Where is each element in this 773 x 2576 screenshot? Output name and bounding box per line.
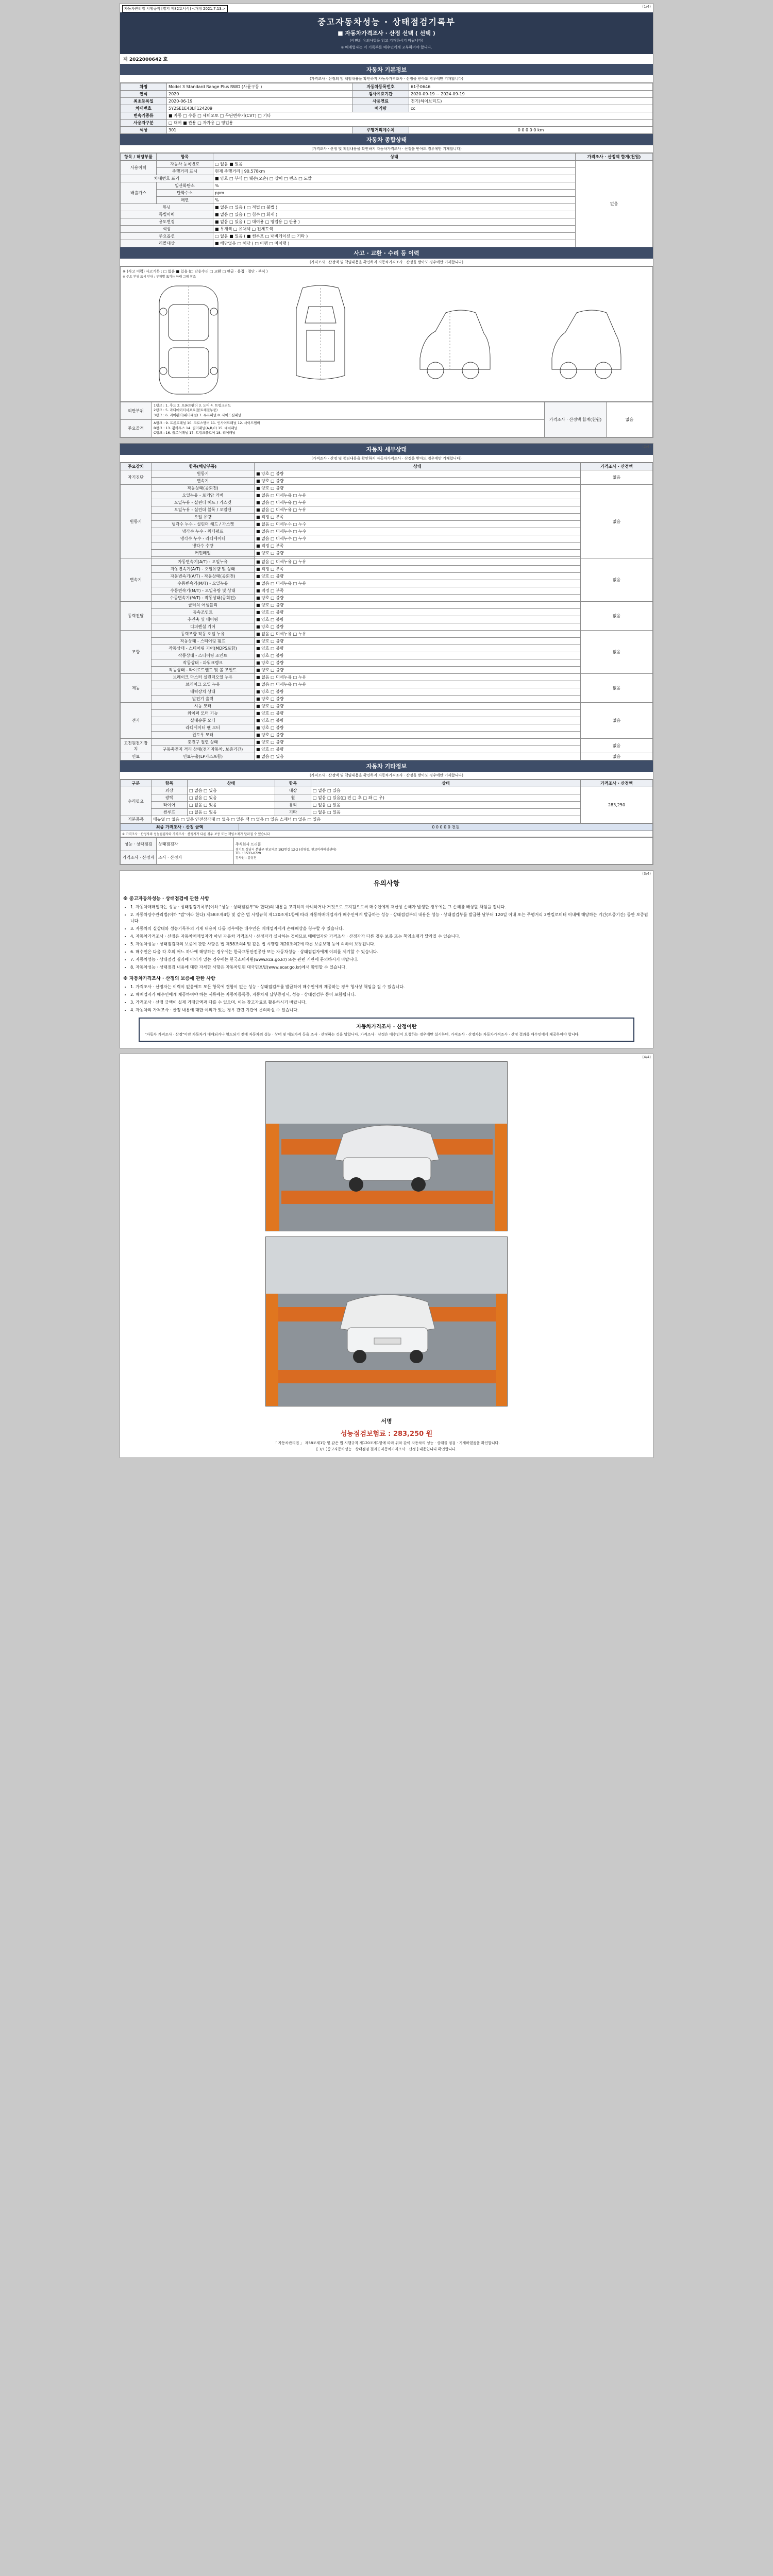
label-odometer: 주행거리계수치 — [352, 126, 409, 133]
detail-item-6-0: 시동 모터 — [152, 703, 255, 710]
detail-state-4-1: ■ 양호 □ 불량 — [255, 638, 581, 645]
page-mark-3: (3/4) — [642, 872, 651, 876]
legend-outer-label: 외판부위 — [121, 402, 152, 419]
detail-col-price: 가격조사 · 산정액 — [581, 463, 653, 470]
notice-item-5: • 5. 자동차성능 · 상태점검자의 보증에 관한 사항은 법 제58조의4 및 같은 법 시행령 제20조의2에 따른 보증보험 등에 의하여 보장됩니다. — [130, 941, 650, 947]
detail-item-1-3: 오일누유 - 실린더 블록 / 오일팬 — [152, 506, 255, 514]
detail-state-3-1: ■ 양호 □ 불량 — [255, 609, 581, 616]
detail-item-1-5: 냉각수 누수 - 실린더 헤드 / 가스켓 — [152, 521, 255, 528]
other-basic-row: 매뉴얼 □ 없음 □ 있음 안전삼각대 □ 없음 □ 있음 잭 □ 없음 □ 있음 스패너 □ 없음 □ 있음 — [152, 816, 581, 823]
doc-no-suffix: 호 — [163, 57, 168, 62]
detail-state-0-0: ■ 양호 □ 불량 — [255, 470, 581, 478]
value-car-name: Model 3 Standard Range Plus RWD (사륜구동 ) — [167, 83, 352, 90]
item-smoke: 매연 — [157, 196, 213, 204]
detail-item-8-0: 연료누출(LP가스포함) — [152, 753, 255, 760]
detail-state-5-1: ■ 없음 □ 미세누유 □ 누유 — [255, 681, 581, 688]
detail-item-7-0: 충전구 절연 상태 — [152, 739, 255, 746]
detail-item-3-2: 추진축 및 베어링 — [152, 616, 255, 623]
definition-box-text: "자동차 가격조사 · 산정"이란 자동차가 매매되거나 양도되기 전에 자동차의 성능 · 상태 및 매도가격 등을 조사 · 산정하는 것을 말합니다. 가격조사 · 산정은 매수인이 요청하는 경우에만 실시하며, 가격조사 · 산정자는 자동차가격조사 · 산정 결과를 매수인에게 제공하여야 합니다. — [145, 1032, 580, 1037]
notice-item-7: • 7. 자동차성능 · 상태점검 결과에 이의가 있는 경우에는 한국소비자원(www.kca.go.kr) 또는 관련 기관에 문의하시기 바랍니다. — [130, 957, 650, 963]
value-first-registration: 2020-06-19 — [167, 97, 352, 105]
final-price-value: 0 0 0 0 0 천원 — [239, 824, 653, 831]
item-co: 일산화탄소 — [157, 182, 213, 189]
section-basic-info-sub: (가격조사 · 산정의 및 책임내용을 확인하지 자동차가격조사 · 산정을 받아도 경우에만 기재합니다) — [120, 75, 653, 83]
detail-item-1-1: 오일누유 - 로커암 커버 — [152, 492, 255, 499]
photo-rear-illustration — [266, 1237, 508, 1406]
detail-item-4-5: 작동상태 - 타이로드엔드 및 볼 조인트 — [152, 667, 255, 674]
grp-color: 색상 — [121, 225, 213, 232]
detail-item-2-0: 자동변속기(A/T) - 오일누유 — [152, 558, 255, 566]
sig-value-perf: 상태점검자 — [157, 838, 234, 851]
notice-item-2: • 2. 자동차양수관리법(이하 "법"이라 한다) 제58조제4항 및 같은 법 시행규칙 제120조제1항에 따라 자동차매매업자가 매수인에게 발급하는 성능 · 상태점검부의 내용은 성능 · 상태점검부를 발급한 날부터 120일 이내 또는 주행거리 2만킬로미터 이내에 해당하는 기간(보증기간) 동안 보증됩니다. — [130, 912, 650, 924]
other-item-glass: 유리 — [275, 802, 311, 809]
detail-item-6-1: 와이퍼 모터 기능 — [152, 710, 255, 717]
detail-state-2-3: ■ 없음 □ 미세누유 □ 누유 — [255, 580, 581, 587]
detail-state-1-1: ■ 없음 □ 미세누유 □ 누유 — [255, 492, 581, 499]
detail-state-1-2: ■ 없음 □ 미세누유 □ 누유 — [255, 499, 581, 506]
legend-outer-row-1: 1랭크 : 1. 후드 2. 프론트휀더 3. 도어 4. 트렁크리드 — [154, 403, 231, 408]
legend-frame-rows — [152, 419, 545, 437]
detail-item-4-2: 작동상태 - 스티어링 기어(MDPS포함) — [152, 645, 255, 652]
label-displacement: 배기량 — [352, 105, 409, 112]
detail-state-2-0: ■ 없음 □ 미세누유 □ 누유 — [255, 558, 581, 566]
detail-state-6-2: ■ 양호 □ 불량 — [255, 717, 581, 724]
detail-group-2: 변속기 — [121, 558, 152, 602]
detail-item-1-0: 작동상태(공회전) — [152, 485, 255, 492]
detail-item-2-4: 수동변속기(M/T) - 오일유량 및 상태 — [152, 587, 255, 595]
photo-front-illustration — [266, 1062, 508, 1231]
state-hc: ppm — [213, 189, 576, 196]
value-fuel: 전기(하이브리드) — [409, 97, 653, 105]
detail-price-3: 없음 — [581, 602, 653, 631]
detail-item-2-1: 자동변속기(A/T) - 오일유량 및 상태 — [152, 566, 255, 573]
notice2-item-4: • 4. 자동차의 가격조사 · 산정 내용에 대한 이의가 있는 경우 관련 기관에 문의하실 수 있습니다. — [130, 1007, 650, 1013]
notice-title: 유의사항 — [373, 880, 400, 888]
document-subtitle: ■ 자동차가격조사 · 산정 선택 ( 선택 ) — [338, 30, 435, 37]
state-smoke: % — [213, 196, 576, 204]
signature-label: 서명 — [381, 1418, 392, 1425]
insurance-price-label: 성능점검보험료 : — [340, 1430, 391, 1438]
label-first-registration: 최초등록일 — [121, 97, 167, 105]
detail-state-4-5: ■ 양호 □ 불량 — [255, 667, 581, 674]
detail-state-2-2: ■ 양호 □ 불량 — [255, 573, 581, 580]
detail-price-4: 없음 — [581, 631, 653, 674]
final-price-note: ※ 가격조사 · 산정자의 성능점검자와 가격조사 · 산정자가 다른 경우 보증 또는 책임소재가 달라질 수 있습니다 — [121, 831, 653, 837]
detail-item-2-2: 자동변속기(A/T) - 작동상태(공회전) — [152, 573, 255, 580]
notice-list-1 — [130, 904, 650, 971]
section-accident-bar: 사고 · 교환 · 수리 등 이력 — [120, 247, 653, 259]
legend-outer-row-2: 2랭크 : 5. 라디에이터서포트(볼트체결부품) — [154, 408, 218, 413]
car-side-right-diagram — [414, 281, 491, 399]
detail-item-1-8: 냉각수 수량 — [152, 543, 255, 550]
detail-item-5-3: 발전기 출력 — [152, 696, 255, 703]
item-hc: 탄화수소 — [157, 189, 213, 196]
detail-state-table — [120, 463, 653, 760]
label-transmission: 변속기종류 — [121, 112, 167, 119]
detail-price-7: 없음 — [581, 739, 653, 753]
other-state-sunroof: □ 없음 □ 있음 — [188, 809, 275, 816]
detail-state-3-0: ■ 양호 □ 불량 — [255, 602, 581, 609]
other-col-item: 항목 — [152, 780, 188, 787]
company-tel: TEL : 1533-0729 — [236, 852, 261, 856]
legend-frame-row-2: B랭크 : 13. 휠하우스 14. 필러패널(A,B,C) 15. 대쉬패널 — [154, 426, 238, 430]
accident-line-2: ※ 주요 부위 표시 안내 : 부위별 표기는 아래 그림 참조 — [123, 275, 196, 279]
detail-group-6: 전기 — [121, 703, 152, 739]
detail-item-1-7: 냉각수 누수 - 라디에이터 — [152, 535, 255, 543]
notice-h2: ※ 자동차가격조사 · 산정의 보증에 관한 사항 — [123, 976, 215, 982]
detail-item-6-2: 실내송풍 모터 — [152, 717, 255, 724]
page-mark-1: (1/4) — [642, 5, 651, 9]
other-item-etc: 기타 — [275, 809, 311, 816]
detail-item-1-9: 커먼레일 — [152, 550, 255, 557]
state-usage-change: ■ 없음 □ 있음 ( □ 대여용 □ 영업용 □ 관용 ) — [213, 218, 576, 225]
notice2-item-3: • 3. 가격조사 · 산정 금액이 실제 거래금액과 다를 수 있으며, 이는 참고자료로 활용하시기 바랍니다. — [130, 999, 650, 1006]
grp-vin-mark: 차대번호 표기 — [121, 175, 213, 182]
detail-item-3-1: 등속조인트 — [152, 609, 255, 616]
value-odometer: 0 0 0 0 0 km — [409, 126, 653, 133]
section-accident-sub: (가격조사 · 산정액 및 책임내용을 확인하지 자동차가격조사 · 산정을 받아도 경우에만 기재합니다) — [120, 259, 653, 266]
company-address: 경기도 성남시 분당구 판교역로 192번길 12-2 (삼평동, 판교미래에셋센터) — [236, 848, 337, 852]
doc-no-value: 2022000642 — [129, 57, 162, 62]
notice-block — [120, 871, 653, 1048]
detail-item-1-6: 냉각수 누수 - 워터펌프 — [152, 528, 255, 535]
grp-options: 주요옵션 — [121, 232, 213, 240]
value-year: 2020 — [167, 90, 352, 97]
notice2-item-2: • 2. 매매업자가 매수인에게 제공하여야 하는 서류에는 자동차등록증, 자동차세 납부증명서, 성능 · 상태점검부 등이 포함됩니다. — [130, 992, 650, 998]
legend-frame-row-1: A랭크 : 9. 프론트패널 10. 크로스멤버 11. 인사이드패널 12. 사이드멤버 — [154, 420, 260, 425]
definition-box-title: 자동차가격조사 · 산정이란 — [356, 1024, 417, 1030]
accident-line-1: ※ (사고 이력) 사고기록 : □ 없음 ■ 있음 (□ 단순수리 □ 교환 □ 판금 · 용접 · 절단 · 부식 ) — [123, 269, 268, 274]
insurance-price-row — [120, 1426, 653, 1440]
detail-item-5-2: 배력장치 상태 — [152, 688, 255, 696]
detail-state-4-3: ■ 양호 □ 불량 — [255, 652, 581, 659]
state-mileage-display — [213, 167, 576, 175]
detail-item-1-2: 오일누유 - 실린더 헤드 / 가스켓 — [152, 499, 255, 506]
detail-group-0: 자기진단 — [121, 470, 152, 485]
car-side-rear-diagram — [546, 281, 623, 399]
doc-no-label: 제 — [123, 57, 128, 62]
legend-frame-row-3: C랭크 : 16. 플로어패널 17. 트렁크플로어 18. 리어패널 — [154, 431, 236, 435]
legend-price-label: 가격조사 · 산정액 합계(천원) — [545, 402, 607, 437]
header-note-2: ※ 매매업자는 이 기록부를 매수인에게 교부하여야 합니다. — [341, 45, 432, 49]
detail-item-0-1: 변속기 — [152, 478, 255, 485]
page-1 — [120, 3, 653, 438]
detail-item-6-3: 라디에이터 팬 모터 — [152, 724, 255, 732]
legend-price-value: 없음 — [607, 402, 653, 437]
inspection-photo-front — [265, 1061, 508, 1231]
insurance-price-value: 283,250 — [393, 1430, 424, 1438]
basic-info-table — [120, 83, 653, 134]
other-col-state2: 상태 — [311, 780, 581, 787]
section-detail-sub: (가격조사 · 산정 및 책임내용을 확인하지 자동차가격조사 · 산정을 받아도 경우에만 기재합니다) — [120, 455, 653, 463]
other-state-tire: □ 없음 □ 있음 — [188, 802, 275, 809]
item-reg-number: 자동차 등록번호 — [157, 160, 213, 167]
other-state-interior: □ 없음 □ 있음 — [311, 787, 581, 794]
header-note-1: (이면의 유의사항을 읽고 기재하시기 바랍니다) — [349, 39, 424, 43]
detail-state-1-3: ■ 없음 □ 미세누유 □ 누유 — [255, 506, 581, 514]
detail-item-4-3: 작동상태 - 스티어링 조인트 — [152, 652, 255, 659]
notice-list-2 — [130, 984, 650, 1013]
other-state-polish: □ 없음 □ 있음 — [188, 794, 275, 802]
detail-col-group: 주요장치 — [121, 463, 152, 470]
detail-state-5-0: ■ 없음 □ 미세누유 □ 누유 — [255, 674, 581, 681]
overall-price: 없음 — [576, 160, 653, 247]
page-mark-4: (4/4) — [642, 1055, 651, 1060]
detail-col-item: 항목(해당부품) — [152, 463, 255, 470]
state-co: % — [213, 182, 576, 189]
detail-state-2-4: ■ 적정 □ 부족 — [255, 587, 581, 595]
rank-legend-table — [120, 402, 653, 438]
detail-price-6: 없음 — [581, 703, 653, 739]
document-title: 중고자동차성능 · 상태점검기록부 — [317, 17, 456, 27]
other-info-table — [120, 779, 653, 823]
grp-recall: 리콜대상 — [121, 240, 213, 247]
grp-usage-history: 사용이력 — [121, 160, 157, 175]
state-recall: ■ 해당없음 □ 해당 ( □ 이행 □ 미이행 ) — [213, 240, 576, 247]
notice-h1: ※ 중고자동차성능 · 상태점검에 관한 사항 — [123, 896, 209, 902]
detail-state-6-1: ■ 양호 □ 불량 — [255, 710, 581, 717]
detail-item-4-4: 작동상태 - 파워크랭크 — [152, 659, 255, 667]
state-reg-number: □ 없음 ■ 있음 — [213, 160, 576, 167]
page-mark-2: (2/4) — [642, 445, 651, 449]
detail-item-3-0: 클러치 어셈블리 — [152, 602, 255, 609]
detail-group-1: 원동기 — [121, 485, 152, 558]
other-item-interior: 내장 — [275, 787, 311, 794]
other-state-wheel: □ 없음 □ 있음(□ 전 □ 후 □ 좌 □ 우) — [311, 794, 581, 802]
section-other-bar: 자동차 기타정보 — [120, 760, 653, 772]
col-state: 상태 — [213, 153, 576, 160]
detail-item-0-0: 원동기 — [152, 470, 255, 478]
detail-state-1-0: ■ 양호 □ 불량 — [255, 485, 581, 492]
sig-label-perf: 성능 · 상태점검 — [121, 838, 157, 851]
car-diagram-row — [123, 279, 650, 399]
other-group-basic: 기본품목 — [121, 816, 152, 823]
state-special-history: ■ 없음 □ 있음 ( □ 침수 □ 화재 ) — [213, 211, 576, 218]
grp-tuning: 튜닝 — [121, 204, 213, 211]
grp-emissions: 배출가스 — [121, 182, 157, 204]
label-plate-no: 자동차등록번호 — [352, 83, 409, 90]
state-tuning: ■ 없음 □ 있음 ( □ 적법 □ 불법 ) — [213, 204, 576, 211]
label-color: 색상 — [121, 126, 167, 133]
detail-group-8: 연료 — [121, 753, 152, 760]
detail-state-6-0: ■ 양호 □ 불량 — [255, 703, 581, 710]
other-item-wheel: 휠 — [275, 794, 311, 802]
detail-price-2: 없음 — [581, 558, 653, 602]
mileage-note: 현재 주행거리 | 90,578km — [215, 168, 265, 174]
detail-item-6-4: 윈도우 모터 — [152, 732, 255, 739]
other-col-price: 가격조사 · 산정액 — [581, 780, 653, 787]
detail-state-5-3: ■ 양호 □ 불량 — [255, 696, 581, 703]
car-top-diagram — [282, 281, 359, 399]
company-inspector: 검사원 : 김성진 — [236, 856, 257, 860]
value-color: 301 — [167, 126, 352, 133]
legend-frame-label: 주요골격 — [121, 419, 152, 437]
notice-item-6: • 6. 매수인은 다음 각 호의 어느 하나에 해당하는 경우에는 한국교통안전공단 또는 자동차성능 · 상태점검자에게 이의를 제기할 수 있습니다. — [130, 949, 650, 955]
detail-state-8-0: ■ 없음 □ 있음 — [255, 753, 581, 760]
car-side-left-diagram — [150, 281, 227, 399]
detail-state-7-1: ■ 양호 □ 불량 — [255, 746, 581, 753]
detail-state-4-2: ■ 양호 □ 불량 — [255, 645, 581, 652]
detail-state-1-9: ■ 양호 □ 불량 — [255, 550, 581, 557]
detail-item-4-1: 작동상태 - 스티어링 펌프 — [152, 638, 255, 645]
sig-label-price: 가격조사 · 산정자 — [121, 851, 157, 865]
footer-note-1: 「 자동차관리법 」 제58조제1항 및 같은 법 시행규칙 제120조제1항에 따라 위와 같이 자동차의 성능 · 상태를 점검 · 기재하였음을 확인합니다. — [273, 1441, 500, 1446]
other-state-exterior: □ 없음 □ 있음 — [188, 787, 275, 794]
signature-table — [120, 837, 653, 865]
sig-value-price: 조사 · 산정자 — [157, 851, 234, 865]
section-overall-bar: 자동차 종합상태 — [120, 134, 653, 145]
detail-state-1-7: ■ 없음 □ 미세누수 □ 누수 — [255, 535, 581, 543]
other-item-tire: 타이어 — [152, 802, 188, 809]
section-detail-bar: 자동차 세부상태 — [120, 444, 653, 455]
detail-state-6-3: ■ 양호 □ 불량 — [255, 724, 581, 732]
detail-state-1-8: ■ 적정 □ 부족 — [255, 543, 581, 550]
detail-item-2-5: 수동변속기(M/T) - 작동상태(공회전) — [152, 595, 255, 602]
detail-price-5: 없음 — [581, 674, 653, 703]
detail-state-1-4: ■ 적정 □ 부족 — [255, 514, 581, 521]
other-group-repair: 수리필요 — [121, 787, 152, 816]
other-state-glass: □ 없음 □ 있음 — [311, 802, 581, 809]
section-overall-sub: (가격조사 · 산정 및 책임내용을 확인하지 자동차가격조사 · 산정을 받아도 경우에만 기재합니다) — [120, 145, 653, 153]
detail-price-8: 없음 — [581, 753, 653, 760]
label-car-name: 차명 — [121, 83, 167, 90]
detail-state-3-3: ■ 양호 □ 불량 — [255, 623, 581, 631]
notice-item-4: • 4. 자동차가격조사 · 산정은 자동차매매업자가 아닌 자동차 가격조사 · 산정자가 실시하는 것이므로 매매업자와 가격조사 · 산정자가 다른 경우 보증 또는 책임소재가 달라질 수 있습니다. — [130, 934, 650, 940]
final-price-table — [120, 823, 653, 837]
state-vin-mark: ■ 양호 □ 부식 □ 훼손(오손) □ 상이 □ 변조 □ 도말 — [213, 175, 576, 182]
detail-state-5-2: ■ 양호 □ 불량 — [255, 688, 581, 696]
value-inspection-period: 2020-09-19 ~ 2024-09-19 — [409, 90, 653, 97]
overall-state-table — [120, 153, 653, 247]
company-block — [234, 838, 653, 865]
document-header — [120, 12, 653, 54]
other-state-etc: □ 없음 □ 있음 — [311, 809, 581, 816]
inspection-photo-rear — [265, 1236, 508, 1406]
col-item: 항목 — [157, 153, 213, 160]
page-2 — [120, 443, 653, 865]
detail-state-4-0: ■ 없음 □ 미세누유 □ 누유 — [255, 631, 581, 638]
label-usage: 사용자구분 — [121, 119, 167, 126]
page-4 — [120, 1054, 653, 1458]
detail-item-4-0: 동력조향 작동 오일 누유 — [152, 631, 255, 638]
value-plate-no: 61주0646 — [409, 83, 653, 90]
legend-outer-rows — [152, 402, 545, 419]
insurance-price-unit: 원 — [426, 1430, 433, 1438]
company-name: 주식회사 프리플 — [236, 842, 261, 847]
label-vin: 차대번호 — [121, 105, 167, 112]
grp-usage-change: 용도변경 — [121, 218, 213, 225]
detail-group-5: 제동 — [121, 674, 152, 703]
notice-item-1: • 1. 자동차매매업자는 성능 · 상태점검기록부(이하 "성능 · 상태점검부"라 한다)의 내용을 고지하지 아니하거나 거짓으로 고지될으로써 매수인에게 재산상 손해가 발생한 경우에는 그 손해를 배상할 책임을 집니다. — [130, 904, 650, 910]
col-group: 항목 / 해당부품 — [121, 153, 157, 160]
definition-box — [139, 1018, 634, 1042]
detail-state-3-2: ■ 양호 □ 불량 — [255, 616, 581, 623]
document-number-row — [120, 54, 653, 64]
detail-item-5-1: 브레이크 오일 누유 — [152, 681, 255, 688]
detail-group-3: 동력전달 — [121, 602, 152, 631]
notice-item-3: • 3. 자동차의 실상태와 성능기록부의 기재 내용이 다를 경우에는 매수인은 매매업자에게 손해배상을 청구할 수 있습니다. — [130, 926, 650, 932]
detail-item-1-4: 오일 유량 — [152, 514, 255, 521]
detail-group-4: 조향 — [121, 631, 152, 674]
item-mileage-display: 주행거리 표시 — [157, 167, 213, 175]
detail-price-0: 없음 — [581, 470, 653, 485]
notice-item-8: • 8. 자동차성능 · 상태점검 내용에 대한 자세한 사항은 자동차민원 대국민포털(www.ecar.go.kr)에서 확인할 수 있습니다. — [130, 964, 650, 971]
detail-state-7-0: ■ 양호 □ 불량 — [255, 739, 581, 746]
other-price: 283,250 — [581, 787, 653, 823]
other-item-sunroof: 썬루프 — [152, 809, 188, 816]
detail-state-1-5: ■ 없음 □ 미세누수 □ 누수 — [255, 521, 581, 528]
label-fuel: 사용연료 — [352, 97, 409, 105]
final-price-label: 최종 가격조사 · 산정 금액 — [121, 824, 239, 831]
photo-section — [120, 1054, 653, 1414]
detail-price-1: 없음 — [581, 485, 653, 558]
detail-item-2-3: 수동변속기(M/T) - 오일누유 — [152, 580, 255, 587]
other-col-item2: 항목 — [275, 780, 311, 787]
section-other-sub: (가격조사 · 산정액 및 책임내용을 확인하지 자동차가격조사 · 산정을 받아도 경우에만 기재합니다) — [120, 772, 653, 779]
detail-group-7: 고전원전기장치 — [121, 739, 152, 753]
grp-special-history: 특별이력 — [121, 211, 213, 218]
section-basic-info-bar: 자동차 기본정보 — [120, 64, 653, 75]
detail-col-state: 상태 — [255, 463, 581, 470]
other-item-polish: 광택 — [152, 794, 188, 802]
detail-item-7-1: 구동축전지 격리 상태(전기자동차, 보증기간) — [152, 746, 255, 753]
detail-item-5-0: 브레이크 마스터 실린더오일 누유 — [152, 674, 255, 681]
other-item-exterior: 외장 — [152, 787, 188, 794]
footer-note-2: [ 1/1 ]중고자동차성능 · 상태점검 결과 [ 자동차가격조사 · 산정 ] 내용입니다 확인합니다. — [316, 1447, 457, 1452]
detail-state-1-6: ■ 없음 □ 미세누수 □ 누수 — [255, 528, 581, 535]
value-displacement: cc — [409, 105, 653, 112]
detail-state-2-1: ■ 적정 □ 부족 — [255, 566, 581, 573]
label-year: 연식 — [121, 90, 167, 97]
detail-state-6-4: ■ 양호 □ 불량 — [255, 732, 581, 739]
value-vin: 5Y2SE1E43LF124209 — [167, 105, 352, 112]
value-usage: □ 대여 ■ 관용 □ 자가용 □ 영업용 — [167, 119, 653, 126]
accident-diagram-block — [120, 266, 653, 402]
form-legal-note: 자동차관리법 시행규칙 [별지 제82호서식] <개정 2021.7.13.> — [122, 5, 228, 12]
notice2-item-1: • 1. 가격조사 · 산정자는 이력이 없음에도 모든 항목에 결함이 없는 성능 · 상태점검부를 발급하여 매수인에게 제공하는 경우 형사상 책임을 질 수 있습니다. — [130, 984, 650, 990]
value-transmission: ■ 자동 □ 수동 □ 세미오토 □ 무단변속기(CVT) □ 기타 — [167, 112, 653, 119]
other-col-state: 상태 — [188, 780, 275, 787]
detail-state-0-1: ■ 양호 □ 불량 — [255, 478, 581, 485]
page-3 — [120, 870, 653, 1048]
other-col-group: 구분 — [121, 780, 152, 787]
legend-outer-row-3: 3랭크 : 6. 리어휀더(쿼터패널) 7. 루프패널 8. 사이드실패널 — [154, 413, 242, 418]
col-price: 가격조사 · 산정액 합계(천원) — [576, 153, 653, 160]
detail-item-3-3: 디퍼렌셜 기어 — [152, 623, 255, 631]
state-options: □ 없음 ■ 있음 ( ■ 썬루프 □ 내비게이션 □ 기타 ) — [213, 232, 576, 240]
detail-state-4-4: ■ 양호 □ 불량 — [255, 659, 581, 667]
detail-state-2-5: ■ 양호 □ 불량 — [255, 595, 581, 602]
state-color: ■ 무채색 □ 유채색 □ 전체도색 — [213, 225, 576, 232]
label-inspection-period: 검사유효기간 — [352, 90, 409, 97]
